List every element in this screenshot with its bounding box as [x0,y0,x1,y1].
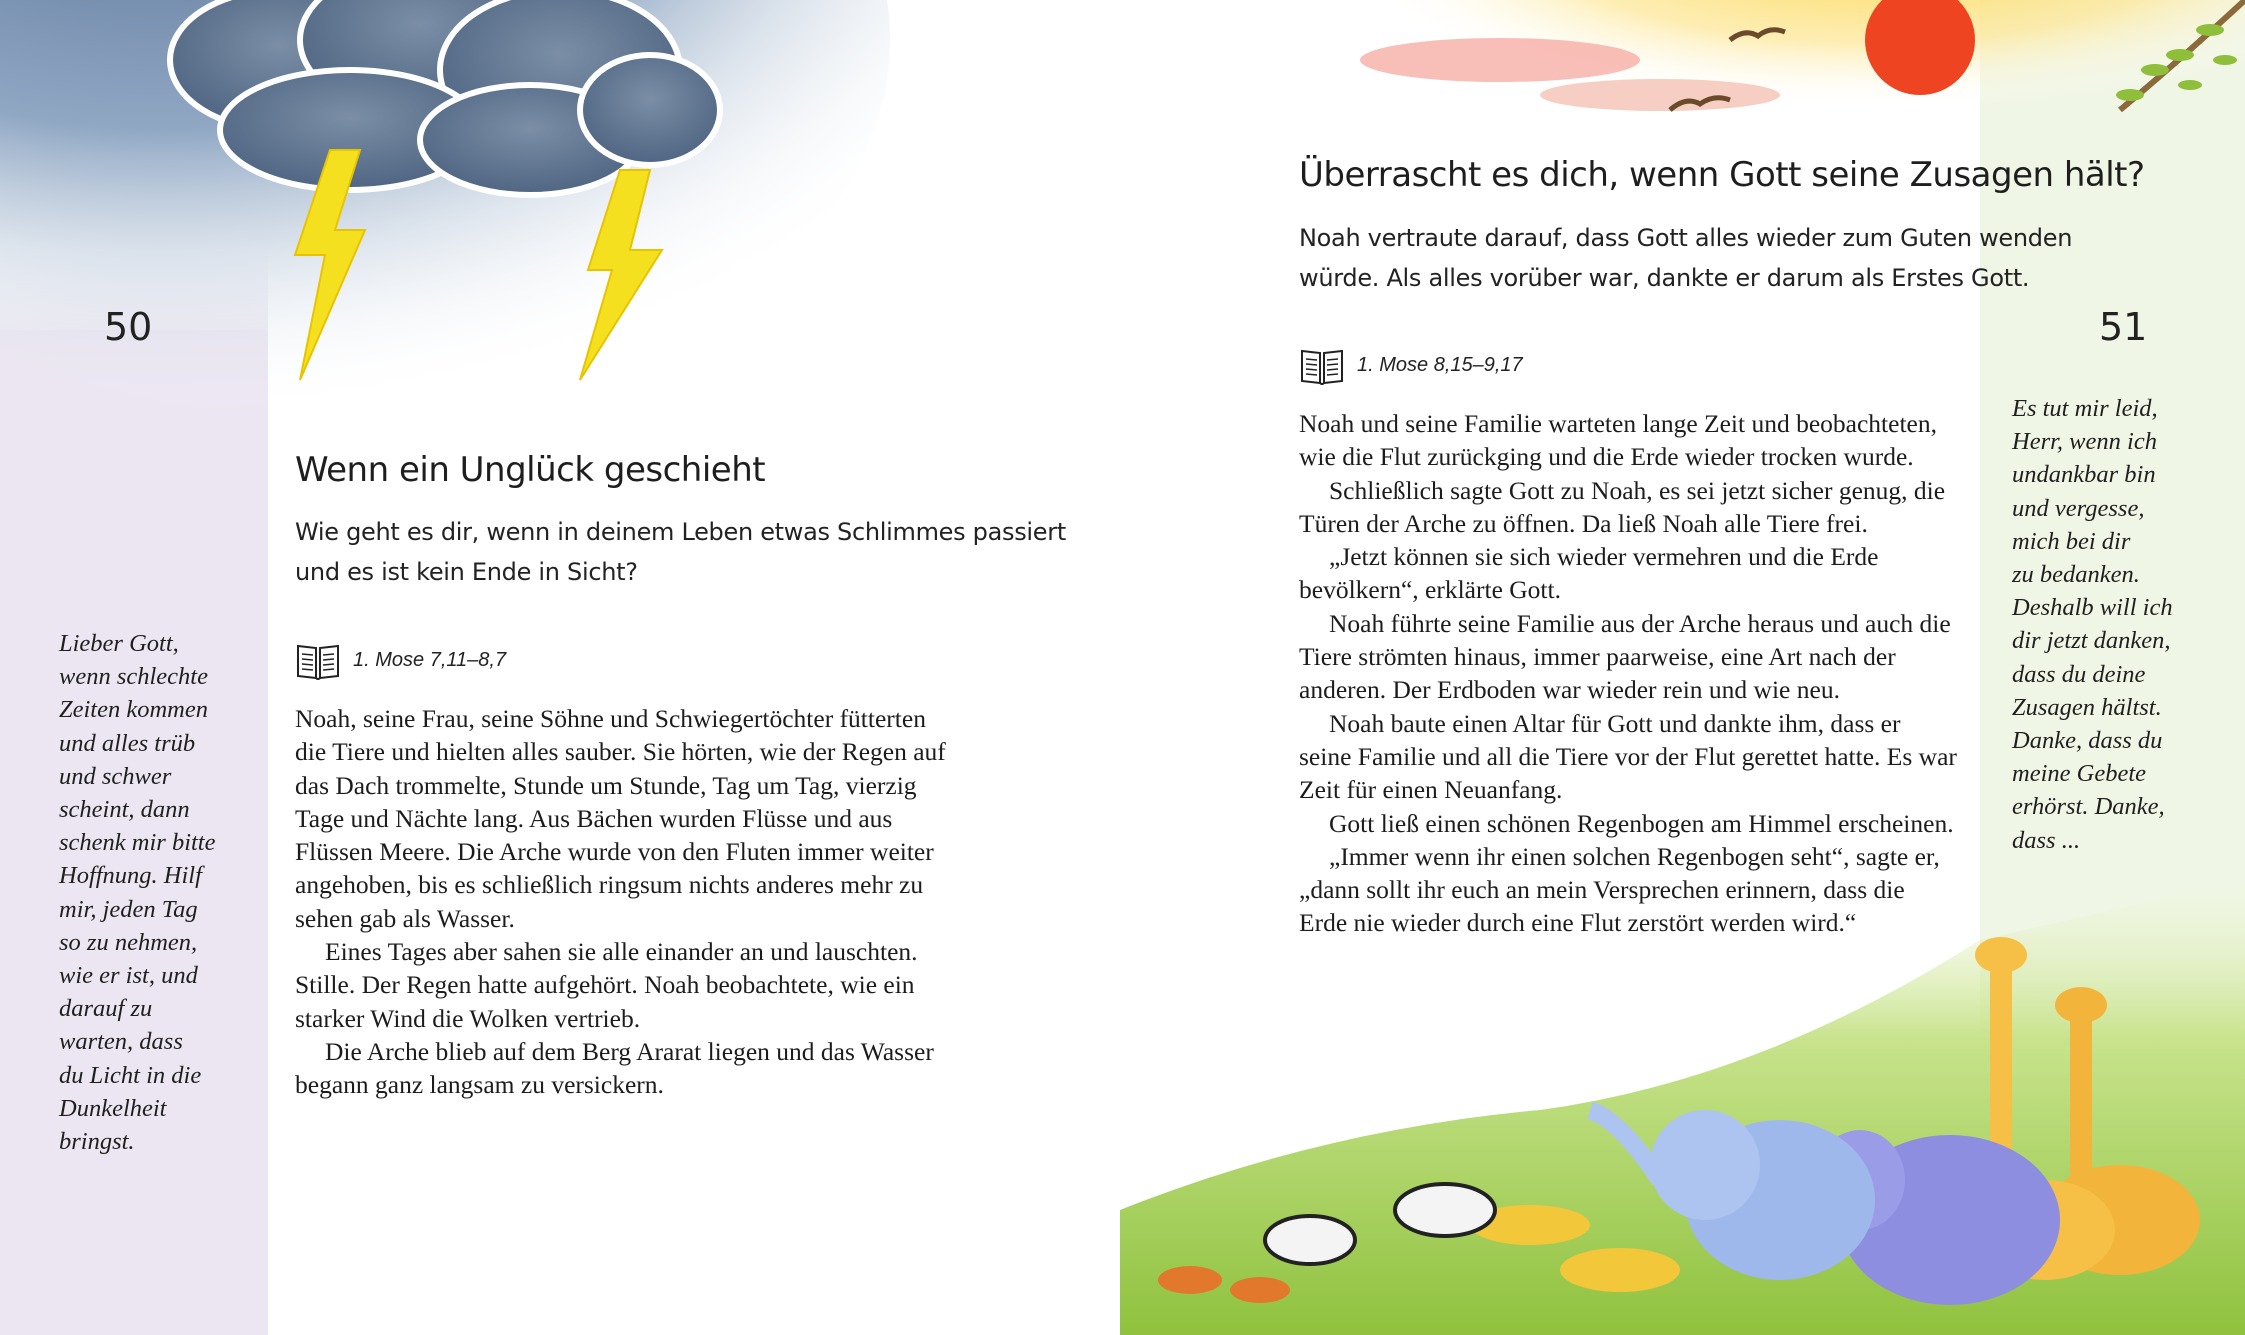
prayer-line: undankbar bin [2012,461,2156,489]
story-paragraph: Die Arche blieb auf dem Berg Ararat liegen und das Wasser begann ganz langsam zu versickern. [295,1036,934,1100]
prayer-line: und vergesse, [2012,494,2145,522]
story-text [1299,407,1959,940]
animal-parade-illustration [1120,880,2245,1335]
prayer-line: schenk mir bitte [59,829,216,857]
pink-cloud [1540,79,1780,111]
prayer-line: Deshalb will ich [2012,594,2173,622]
reference-text: 1. Mose 8,15–9,17 [1357,353,1523,376]
page-number: 50 [104,305,153,349]
story-paragraph: „Immer wenn ihr einen solchen Regenbogen seht“, sagte er, „dann sollt ihr euch an mein Versprechen erinnern, dass die Erde nie wieder durch eine Flut zerstört werden wird.“ [1299,841,1940,938]
prayer-line: Es tut mir leid, [2012,395,2158,422]
question-line: Noah vertraute darauf, dass Gott alles wieder zum Guten wenden [1299,224,2073,252]
reference-text: 1. Mose 7,11–8,7 [353,648,507,671]
prayer-line: und alles trüb [59,729,196,757]
prayer-text [2012,392,2173,857]
prayer-line: Lieber Gott, [59,630,179,657]
prayer-line: so zu nehmen, [59,928,198,956]
bible-reference [1299,345,1523,385]
storm-illustration [0,0,1000,440]
open-book-icon [1299,345,1345,385]
story-paragraph: Gott ließ einen schönen Regenbogen am Himmel erscheinen. [1329,808,1954,838]
prayer-line: warten, dass [59,1028,183,1056]
section-heading: Überrascht es dich, wenn Gott seine Zusagen hält? [1299,155,2145,195]
story-paragraph: Noah baute einen Altar für Gott und dankte ihm, dass er seine Familie und all die Tiere vor der Flut gerettet hatte. Es war Zeit für einen Neuanfang. [1299,708,1957,805]
prayer-line: erhörst. Danke, [2012,793,2165,821]
story-paragraph: Noah, seine Frau, seine Söhne und Schwiegertöchter fütterten die Tiere und hielten alles sauber. Sie hörten, wie der Regen auf das Dach trommelte, Stunde um Stunde, Tag um Tag, vierzig Tage und Nächte lang. Aus Bächen wurden Flüsse und aus Flüssen Meere. Die Arche wurde von den Fluten immer weiter angehoben, bis es schließlich ringsum nichts anderes mehr zu sehen gab als Wasser. [295,704,946,933]
open-book-icon [295,640,341,680]
prayer-line: Zeiten kommen [59,696,208,724]
prayer-line: zu bedanken. [2012,561,2140,589]
prayer-line: Danke, dass du [2012,727,2163,755]
prayer-line: dir jetzt danken, [2012,627,2171,655]
question-line: würde. Als alles vorüber war, dankte er darum als Erstes Gott. [1299,264,2030,292]
story-paragraph: „Jetzt können sie sich wieder vermehren und die Erde bevölkern“, erklärte Gott. [1299,542,1879,605]
prayer-line: bringst. [59,1128,135,1156]
sky-glow [1380,0,2245,170]
bible-reference [295,640,506,680]
sunset-illustration [1330,0,2245,170]
story-paragraph: Eines Tages aber sahen sie alle einander an und lauschten. Stille. Der Regen hatte aufgehört. Noah beobachtete, wie ein starker Wind die Wolken vertrieb. [295,937,918,1033]
question-line: Wie geht es dir, wenn in deinem Leben etwas Schlimmes passiert [295,518,1066,546]
prayer-line: du Licht in die [59,1061,202,1089]
section-heading: Wenn ein Unglück geschieht [295,450,766,490]
page-number: 51 [2099,305,2148,349]
prayer-line: Herr, wenn ich [2012,428,2157,456]
prayer-line: mir, jeden Tag [59,895,198,923]
story-paragraph: Noah und seine Familie warteten lange Zeit und beobachteten, wie die Flut zurückging und die Erde wieder trocken wurde. [1299,409,1937,472]
prayer-line: Dunkelheit [59,1094,167,1122]
question-line: und es ist kein Ende in Sicht? [295,558,638,586]
prayer-line: darauf zu [59,995,153,1023]
prayer-line: scheint, dann [59,796,190,824]
prayer-text [59,627,216,1158]
story-paragraph: Schließlich sagte Gott zu Noah, es sei jetzt sicher genug, die Türen der Arche zu öffnen. Da ließ Noah alle Tiere frei. [1299,475,1946,538]
prayer-line: Hoffnung. Hilf [59,862,202,890]
prayer-line: Zusagen hältst. [2012,693,2162,721]
prayer-line: und schwer [59,762,172,790]
prayer-line: meine Gebete [2012,760,2146,788]
prayer-line: wie er ist, und [59,962,198,990]
pink-cloud [1360,38,1640,82]
story-text [295,702,955,1102]
prayer-line: dass du deine [2012,660,2146,688]
intro-question [295,512,1066,592]
intro-question [1299,218,2072,298]
prayer-line: mich bei dir [2012,527,2131,555]
story-paragraph: Noah führte seine Familie aus der Arche heraus und auch die Tiere strömten hinaus, immer paarweise, eine Art nach der anderen. Der Erdboden war wieder rein und wie neu. [1299,608,1951,705]
thunder-cloud [170,0,720,195]
prayer-line: wenn schlechte [59,663,208,691]
prayer-line: dass ... [2012,826,2081,854]
